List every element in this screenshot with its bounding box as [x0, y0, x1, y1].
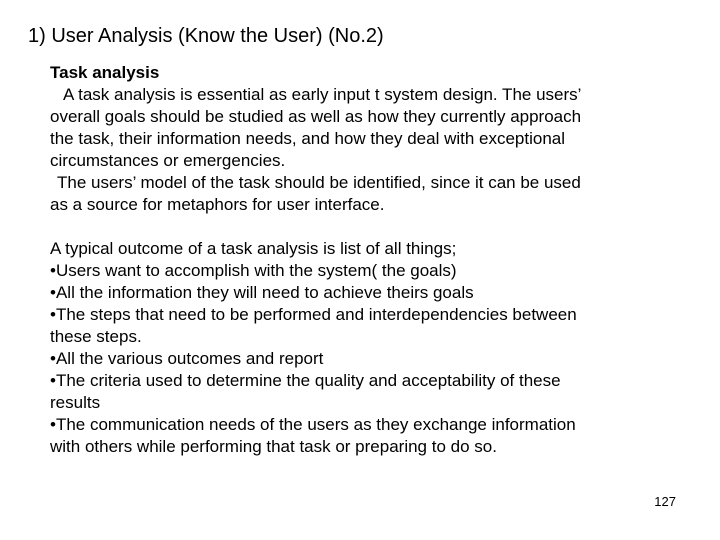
bullet-line: these steps. — [50, 327, 142, 346]
slide-title: 1) User Analysis (Know the User) (No.2) — [28, 25, 384, 47]
paragraph-line: A task analysis is essential as early input t system design. The users’ — [63, 85, 582, 104]
paragraph-line: circumstances or emergencies. — [50, 151, 286, 170]
slide-body — [50, 62, 690, 458]
bullet-line: •Users want to accomplish with the system( the goals) — [50, 261, 457, 280]
bullet-line: with others while performing that task or preparing to do so. — [50, 437, 497, 456]
section-heading: Task analysis — [50, 63, 160, 82]
page-number: 127 — [654, 494, 676, 509]
paragraph-spacer — [50, 216, 690, 238]
bullet-line: results — [50, 393, 101, 412]
paragraph-line: as a source for metaphors for user interface. — [50, 195, 385, 214]
bullet-line: •The criteria used to determine the quality and acceptability of these — [50, 371, 561, 390]
list-intro: A typical outcome of a task analysis is list of all things; — [50, 239, 457, 258]
paragraph-line: overall goals should be studied as well as how they currently approach — [50, 107, 582, 126]
bullet-line: •All the various outcomes and report — [50, 349, 324, 368]
paragraph-line: The users’ model of the task should be identified, since it can be used — [57, 173, 581, 192]
bullet-line: •The communication needs of the users as they exchange information — [50, 415, 576, 434]
paragraph-line: the task, their information needs, and how they deal with exceptional — [50, 129, 566, 148]
bullet-line: •The steps that need to be performed and interdependencies between — [50, 305, 577, 324]
bullet-line: •All the information they will need to achieve theirs goals — [50, 283, 474, 302]
